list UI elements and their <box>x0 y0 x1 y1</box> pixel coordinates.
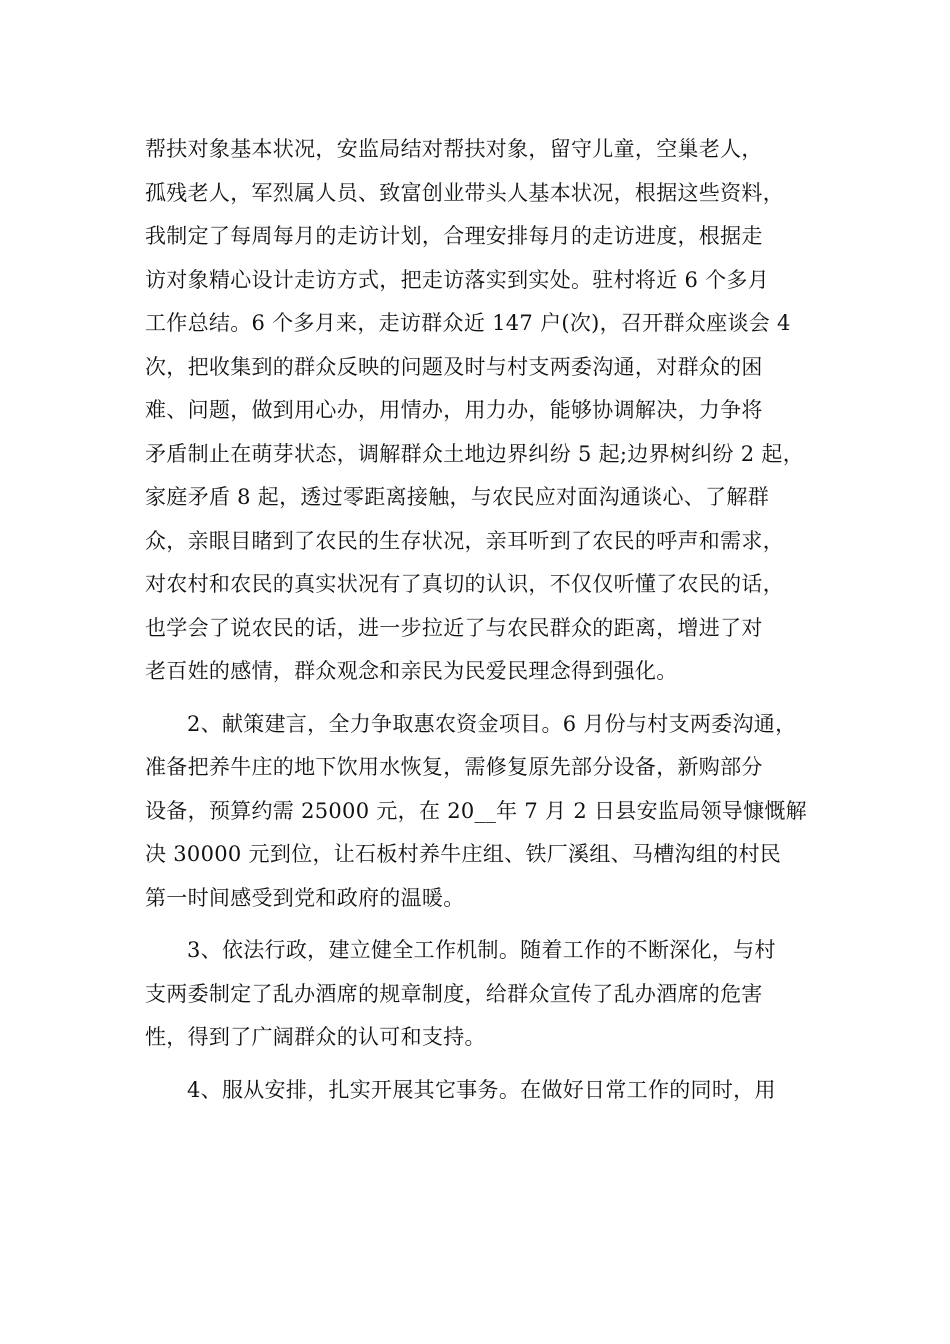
text-line: 准备把养牛庄的地下饮用水恢复，需修复原先部分设备，新购部分 <box>145 755 763 779</box>
document-body <box>145 128 835 1112</box>
text-line: 3、依法行政，建立健全工作机制。随着工作的不断深化，与村 <box>187 938 776 962</box>
text-line: 众，亲眼目睹到了农民的生存状况，亲耳听到了农民的呼声和需求， <box>145 528 784 553</box>
text-line: 也学会了说农民的话，进一步拉近了与农民群众的距离，增进了对 <box>145 615 763 640</box>
text-line: 工作总结。6 个多月来，走访群众近 147 户(次)，召开群众座谈会 4 <box>145 311 791 335</box>
text-line: 决 30000 元到位，让石板村养牛庄组、铁厂溪组、马槽沟组的村民 <box>145 842 782 866</box>
text-line: 帮扶对象基本状况，安监局结对帮扶对象，留守儿童，空巢老人， <box>145 137 763 161</box>
text-line: 矛盾制止在萌芽状态，调解群众土地边界纠纷 5 起;边界树纠纷 2 起， <box>145 441 804 466</box>
text-line: 我制定了每周每月的走访计划，合理安排每月的走访进度，根据走 <box>145 224 763 248</box>
paragraph-visits <box>145 128 835 694</box>
text-line: 孤残老人，军烈属人员、致富创业带头人基本状况，根据这些资料， <box>145 180 784 205</box>
text-line: 次，把收集到的群众反映的问题及时与村支两委沟通，对群众的困 <box>145 354 763 379</box>
text-line: 4、服从安排，扎实开展其它事务。在做好日常工作的同时，用 <box>187 1077 776 1102</box>
text-line: 难、问题，做到用心办，用情办，用力办，能够协调解决，力争将 <box>145 398 763 422</box>
text-line: 设备，预算约需 25000 元，在 20__年 7 月 2 日县安监局领导慷慨解 <box>145 798 807 823</box>
text-line: 家庭矛盾 8 起，透过零距离接触，与农民应对面沟通谈心、了解群 <box>145 485 770 509</box>
text-line: 性，得到了广阔群众的认可和支持。 <box>145 1025 486 1049</box>
text-line: 2、献策建言，全力争取惠农资金项目。6 月份与村支两委沟通， <box>187 711 797 736</box>
text-line: 第一时间感受到党和政府的温暖。 <box>145 885 465 910</box>
paragraph-mechanism <box>145 929 835 1060</box>
text-line: 对农村和农民的真实状况有了真切的认识，不仅仅听懂了农民的话， <box>145 572 784 596</box>
paragraph-funding <box>145 703 835 921</box>
text-line: 访对象精心设计走访方式，把走访落实到实处。驻村将近 6 个多月 <box>145 267 770 292</box>
paragraph-other-affairs <box>145 1069 835 1113</box>
text-line: 老百姓的感情，群众观念和亲民为民爱民理念得到强化。 <box>145 659 678 683</box>
text-line: 支两委制定了乱办酒席的规章制度，给群众宣传了乱办酒席的危害 <box>145 981 763 1006</box>
